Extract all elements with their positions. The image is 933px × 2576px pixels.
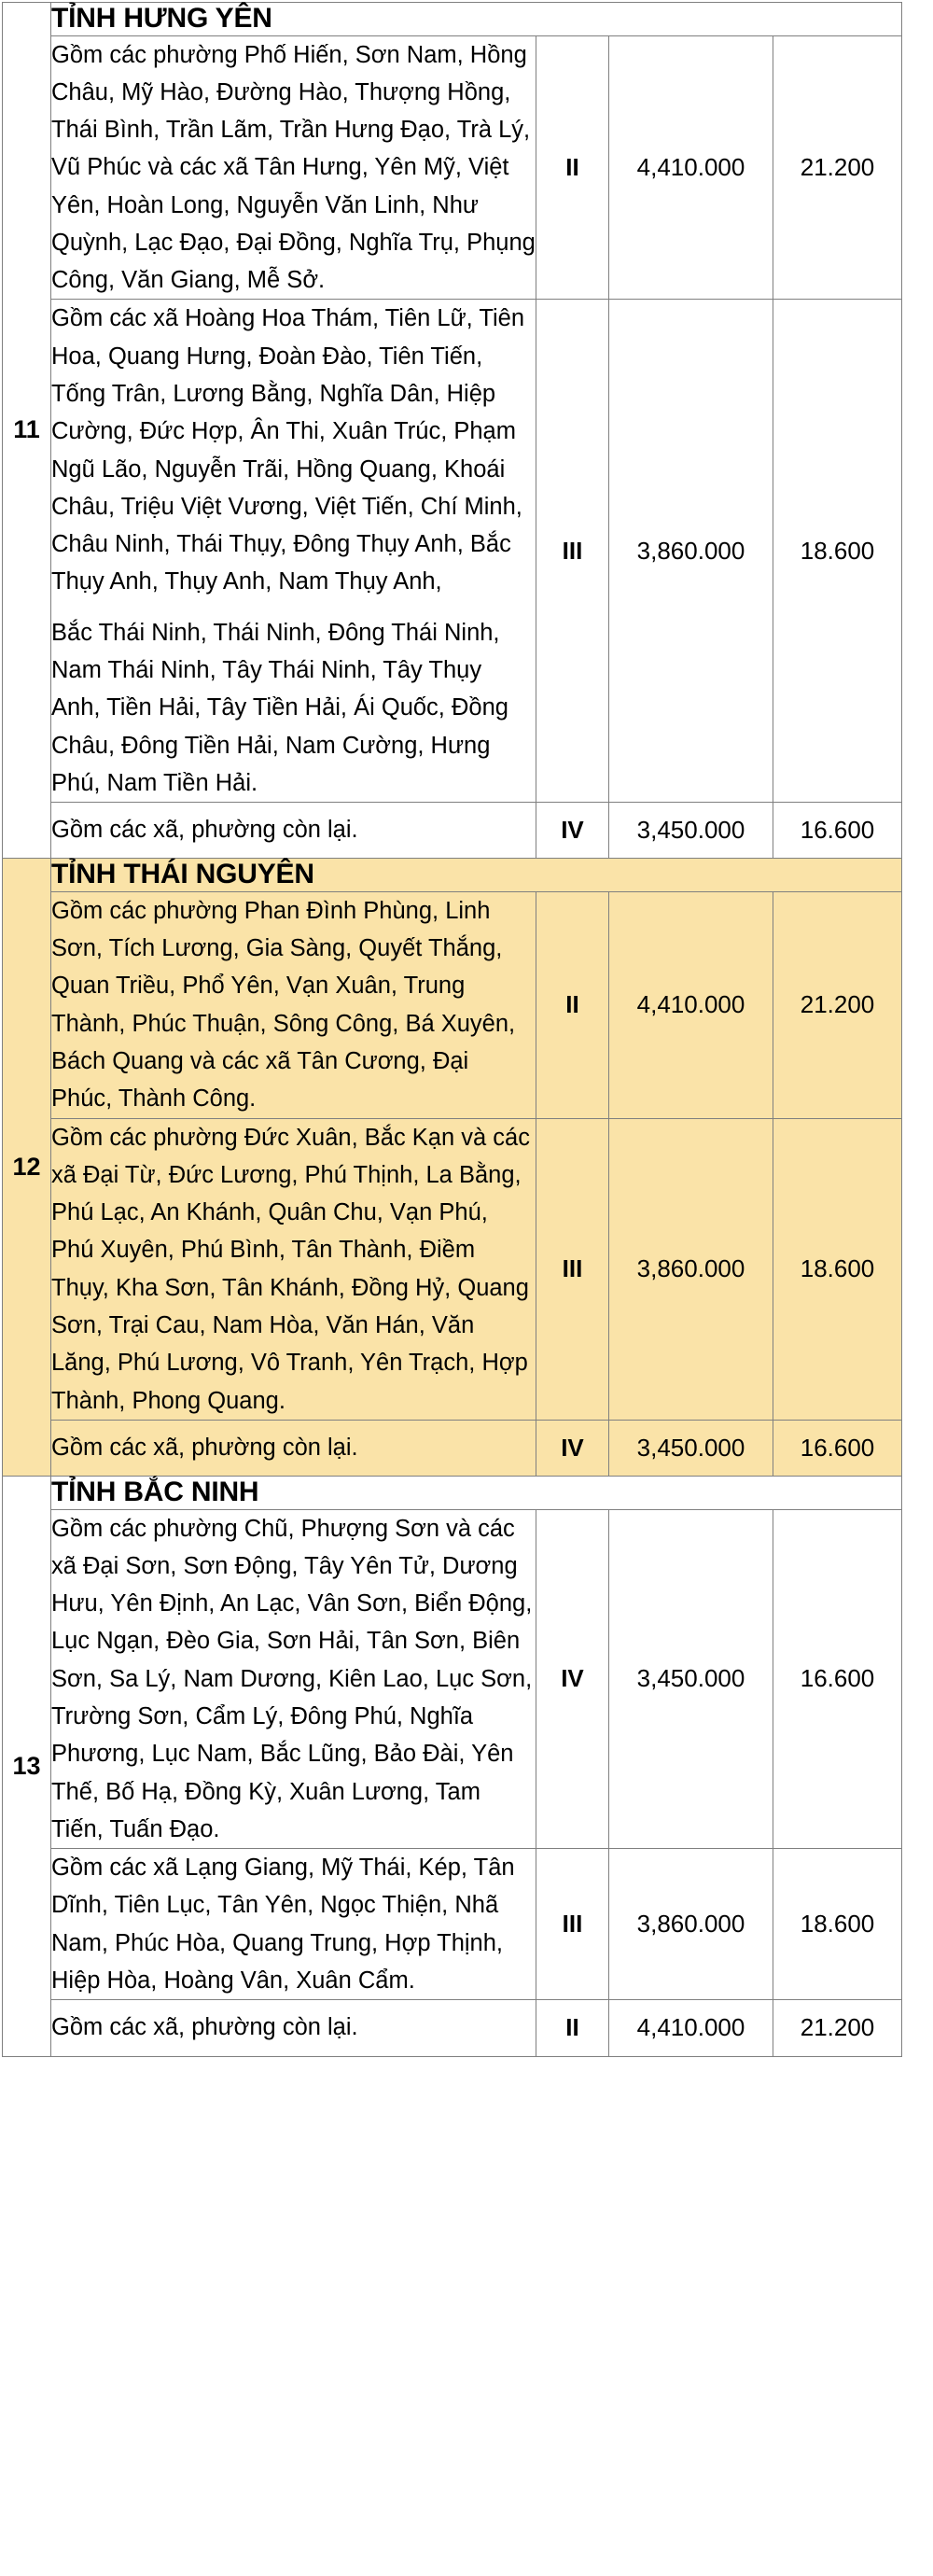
table-row	[3, 35, 902, 300]
price-secondary-cell: 21.200	[773, 891, 902, 1118]
zone-cell: II	[536, 35, 609, 300]
row-index-cell: 12	[3, 859, 51, 1477]
description-paragraph: Gồm các phường Phan Đình Phùng, Linh Sơn, Tích Lương, Gia Sàng, Quyết Thắng, Quan Triều, Phổ Yên, Vạn Xuân, Trung Thành, Phúc Thuận, Sông Công, Bá Xuyên, Bách Quang và các xã Tân Cương, Đại Phúc, Thành Công.	[51, 897, 516, 1113]
price-primary-cell: 3,860.000	[609, 300, 773, 803]
price-secondary-cell: 18.600	[773, 300, 902, 803]
price-secondary-cell: 16.600	[773, 1420, 902, 1476]
price-primary-cell: 3,450.000	[609, 1420, 773, 1476]
description-cell	[51, 1849, 536, 2000]
province-title-cell: TỈNH HƯNG YÊN	[51, 3, 902, 36]
description-paragraph: Gồm các phường Phố Hiến, Sơn Nam, Hồng Châu, Mỹ Hào, Đường Hào, Thượng Hồng, Thái Bình, Trần Lãm, Trần Hưng Đạo, Trà Lý, Vũ Phúc và các xã Tân Hưng, Yên Mỹ, Việt Yên, Hoàn Long, Nguyễn Văn Linh, Như Quỳnh, Lạc Đạo, Đại Đồng, Nghĩa Trụ, Phụng Công, Văn Giang, Mễ Sở.	[51, 41, 536, 294]
description-cell	[51, 1118, 536, 1420]
price-primary-cell: 3,450.000	[609, 803, 773, 859]
price-primary-cell: 3,450.000	[609, 1509, 773, 1849]
price-secondary-cell: 18.600	[773, 1118, 902, 1420]
description-paragraph: Gồm các xã Hoàng Hoa Thám, Tiên Lữ, Tiên Hoa, Quang Hưng, Đoàn Đào, Tiên Tiến, Tống Trân, Lương Bằng, Nghĩa Dân, Hiệp Cường, Đức Hợp, Ân Thi, Xuân Trúc, Phạm Ngũ Lão, Nguyễn Trãi, Hồng Quang, Khoái Châu, Triệu Việt Vương, Việt Tiến, Chí Minh, Châu Ninh, Thái Thụy, Đông Thụy Anh, Bắc Thụy Anh, Thụy Anh, Nam Thụy Anh,	[51, 305, 525, 595]
zone-cell: IV	[536, 1509, 609, 1849]
land-price-table	[2, 2, 902, 2057]
description-cell	[51, 803, 536, 859]
province-header-row	[3, 3, 902, 36]
zone-cell: III	[536, 300, 609, 803]
row-index-cell: 11	[3, 3, 51, 859]
zone-cell: III	[536, 1849, 609, 2000]
description-cell	[51, 300, 536, 803]
description-cell	[51, 891, 536, 1118]
province-header-row	[3, 1477, 902, 1510]
price-primary-cell: 4,410.000	[609, 35, 773, 300]
document-page	[0, 2, 933, 2576]
description-paragraph: Gồm các xã, phường còn lại.	[51, 2014, 358, 2041]
row-index-cell: 13	[3, 1477, 51, 2056]
description-paragraph: Gồm các phường Đức Xuân, Bắc Kạn và các xã Đại Từ, Đức Lương, Phú Thịnh, La Bằng, Phú Lạc, An Khánh, Quân Chu, Vạn Phú, Phú Xuyên, Phú Bình, Tân Thành, Điềm Thụy, Kha Sơn, Tân Khánh, Đồng Hỷ, Quang Sơn, Trại Cau, Nam Hòa, Văn Hán, Văn Lăng, Phú Lương, Vô Tranh, Yên Trạch, Hợp Thành, Phong Quang.	[51, 1124, 530, 1414]
description-paragraph: Gồm các xã Lạng Giang, Mỹ Thái, Kép, Tân Dĩnh, Tiên Lục, Tân Yên, Ngọc Thiện, Nhã Nam, Phúc Hòa, Quang Trung, Hợp Thịnh, Hiệp Hòa, Hoàng Vân, Xuân Cẩm.	[51, 1855, 515, 1994]
price-secondary-cell: 21.200	[773, 2000, 902, 2056]
table-row	[3, 1849, 902, 2000]
table-row	[3, 1509, 902, 1849]
table-row	[3, 1420, 902, 1476]
description-cell	[51, 1420, 536, 1476]
table-row	[3, 2000, 902, 2056]
price-secondary-cell: 16.600	[773, 803, 902, 859]
price-primary-cell: 3,860.000	[609, 1118, 773, 1420]
table-body	[3, 3, 902, 2057]
table-row	[3, 891, 902, 1118]
description-paragraph: Gồm các xã, phường còn lại.	[51, 817, 358, 844]
province-title-cell: TỈNH BẮC NINH	[51, 1477, 902, 1510]
price-secondary-cell: 21.200	[773, 35, 902, 300]
description-cell	[51, 2000, 536, 2056]
table-row	[3, 300, 902, 803]
price-secondary-cell: 18.600	[773, 1849, 902, 2000]
table-row	[3, 803, 902, 859]
zone-cell: II	[536, 891, 609, 1118]
zone-cell: IV	[536, 803, 609, 859]
description-paragraph: Gồm các xã, phường còn lại.	[51, 1434, 358, 1461]
table-row	[3, 1118, 902, 1420]
price-primary-cell: 4,410.000	[609, 2000, 773, 2056]
price-primary-cell: 4,410.000	[609, 891, 773, 1118]
price-secondary-cell: 16.600	[773, 1509, 902, 1849]
zone-cell: III	[536, 1118, 609, 1420]
price-primary-cell: 3,860.000	[609, 1849, 773, 2000]
zone-cell: II	[536, 2000, 609, 2056]
province-header-row	[3, 859, 902, 892]
description-cell	[51, 35, 536, 300]
province-title-cell: TỈNH THÁI NGUYÊN	[51, 859, 902, 892]
description-cell	[51, 1509, 536, 1849]
description-paragraph: Bắc Thái Ninh, Thái Ninh, Đông Thái Ninh, Nam Thái Ninh, Tây Thái Ninh, Tây Thụy Anh, Tiền Hải, Tây Tiền Hải, Ái Quốc, Đồng Châu, Đông Tiền Hải, Nam Cường, Hưng Phú, Nam Tiền Hải.	[51, 619, 508, 796]
zone-cell: IV	[536, 1420, 609, 1476]
description-paragraph: Gồm các phường Chũ, Phượng Sơn và các xã Đại Sơn, Sơn Động, Tây Yên Tử, Dương Hưu, Yên Định, An Lạc, Vân Sơn, Biển Động, Lục Ngạn, Đèo Gia, Sơn Hải, Tân Sơn, Biên Sơn, Sa Lý, Nam Dương, Kiên Lao, Lục Sơn, Trường Sơn, Cẩm Lý, Đông Phú, Nghĩa Phương, Lục Nam, Bắc Lũng, Bảo Đài, Yên Thế, Bố Hạ, Đồng Kỳ, Xuân Lương, Tam Tiến, Tuấn Đạo.	[51, 1515, 533, 1842]
